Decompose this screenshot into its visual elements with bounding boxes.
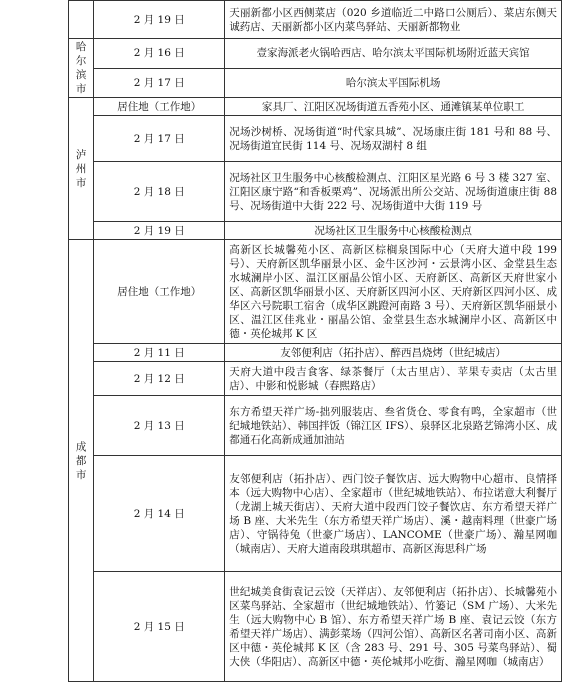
place-cell: 东方希望天祥广场-拙列服装店、叁省货仓、零食有鸣，全家超市（世纪城地铁站）、韩国拌饭（锦江区 IFS）、泉驿区北泉路艺锦湾小区、成都通石化高新成通加油站: [225, 396, 562, 456]
place-cell: 世纪城美食街袁记云饺（天祥店）、友邻便利店（拓扑店）、长城馨苑小区菜鸟驿站、全家超市（世纪城地铁站）、竹篓记（SM 广场）、大米先生（远大购物中心 B 馆）、东方希望天祥广场 B 座、袁记云饺（东方希望天祥广场店）、满彭菜场（四河公馆）、高新区名著司南小区、高新区中德・英伦城邦 K 区（含 283 号、291 号、305 号菜鸟驿站）、蜀大侠（华阳店）、高新区中德・英伦城邦小吃街、瀚星网咖（城南店）: [225, 572, 562, 682]
place-cell: 况场沙树桥、况场街道“时代家具城”、况场康庄街 181 号和 88 号、况场街道宜民街 114 号、况场双湖村 8 组: [225, 116, 562, 162]
date-cell: 2 月 17 日: [94, 116, 225, 162]
place-cell: 况场社区卫生服务中心核酸检测点、江阳区星光路 6 号 3 楼 327 室、江阳区康宁路“和香板栗鸡”、况场派出所公交站、况场街道康庄街 88 号、况场街道中大街 222 号、况场街道中大街 119 号: [225, 162, 562, 222]
table-row: [69, 68, 562, 98]
place-cell: 家具厂、江阳区况场街道五香苑小区、通滩镇某单位职工: [225, 98, 562, 116]
table-row: [69, 98, 562, 116]
city-cell-luzhou: [69, 98, 94, 240]
table-row: [69, 362, 562, 396]
city-cell-continued: [69, 1, 94, 39]
date-cell: 2 月 15 日: [94, 572, 225, 682]
table-row: [69, 456, 562, 572]
epidemic-location-table-page: [68, 0, 562, 682]
place-cell: 天丽新都小区西侧菜店（020 乡道临近二中路口公厕后）、菜店东侧天诚药店、天丽新都小区内菜鸟驿站、天丽新都物业: [225, 1, 562, 39]
date-cell: 2 月 17 日: [94, 68, 225, 98]
table-row: [69, 116, 562, 162]
date-cell: 居住地（工作地）: [94, 240, 225, 344]
date-cell: 2 月 12 日: [94, 362, 225, 396]
table-row: [69, 572, 562, 682]
place-cell: 哈尔滨太平国际机场: [225, 68, 562, 98]
place-cell: 高新区长城馨苑小区、高新区棕榈泉国际中心（天府大道中段 199 号）、天府新区凯华丽景小区、金牛区沙河・云景湾小区、金堂县生态水城澜岸小区、温江区丽晶公馆小区、天府新区、高新区天府世家小区、高新区凯华丽景小区、天府新区四河小区、天府新区四河小区、成华区六号院职工宿舍（成华区跳蹬河南路 3 号）、天府新区凯华丽景小区、温江区佳兆业・丽晶公馆、金堂县生态水城澜岸小区、高新区中德・英伦城邦 K 区: [225, 240, 562, 344]
table-row: [69, 240, 562, 344]
date-cell: 2 月 11 日: [94, 344, 225, 362]
place-cell: 壹家海派老火锅哈西店、哈尔滨太平国际机场附近蓝天宾馆: [225, 39, 562, 69]
date-cell: 2 月 16 日: [94, 39, 225, 69]
city-cell-harbin: [69, 39, 94, 98]
date-cell: 2 月 19 日: [94, 222, 225, 240]
city-label: 泸州市: [75, 148, 87, 189]
table-row: [69, 396, 562, 456]
place-cell: 友邻便利店（拓扑店）、西门饺子餐饮店、远大购物中心超市、良情择本（远大购物中心店）、全家超市（世纪城地铁站）、布拉诺意大利餐厅（龙湖上城天街店）、天府大道中段西门饺子餐饮店、东方希望天祥广场 B 座、大米先生（东方希望天祥广场店）、溪・越南料理（世豪广场店）、守锅待兔（世豪广场店）、LANCOME（世豪广场）、瀚星网咖（城南店）、天府大道南段琪琪超市、高新区海思科广场: [225, 456, 562, 572]
table-row: [69, 162, 562, 222]
table-row: [69, 222, 562, 240]
date-cell: 2 月 18 日: [94, 162, 225, 222]
place-cell: 况场社区卫生服务中心核酸检测点: [225, 222, 562, 240]
city-cell-chengdu: [69, 240, 94, 682]
place-cell: 天府大道中段吉食客、绿茶餐厅（太古里店）、苹果专卖店（太古里店）、中影和悦影城（春熙路店）: [225, 362, 562, 396]
table-row: [69, 1, 562, 39]
location-table: [68, 0, 562, 682]
date-cell: 2 月 14 日: [94, 456, 225, 572]
city-label: 成都市: [75, 440, 87, 481]
table-row: [69, 39, 562, 69]
table-row: [69, 344, 562, 362]
city-label: 哈尔滨市: [75, 41, 87, 95]
date-cell: 2 月 19 日: [94, 1, 225, 39]
date-cell: 2 月 13 日: [94, 396, 225, 456]
place-cell: 友邻便利店（拓扑店）、醉西昌烧烤（世纪城店）: [225, 344, 562, 362]
date-cell: 居住地（工作地）: [94, 98, 225, 116]
